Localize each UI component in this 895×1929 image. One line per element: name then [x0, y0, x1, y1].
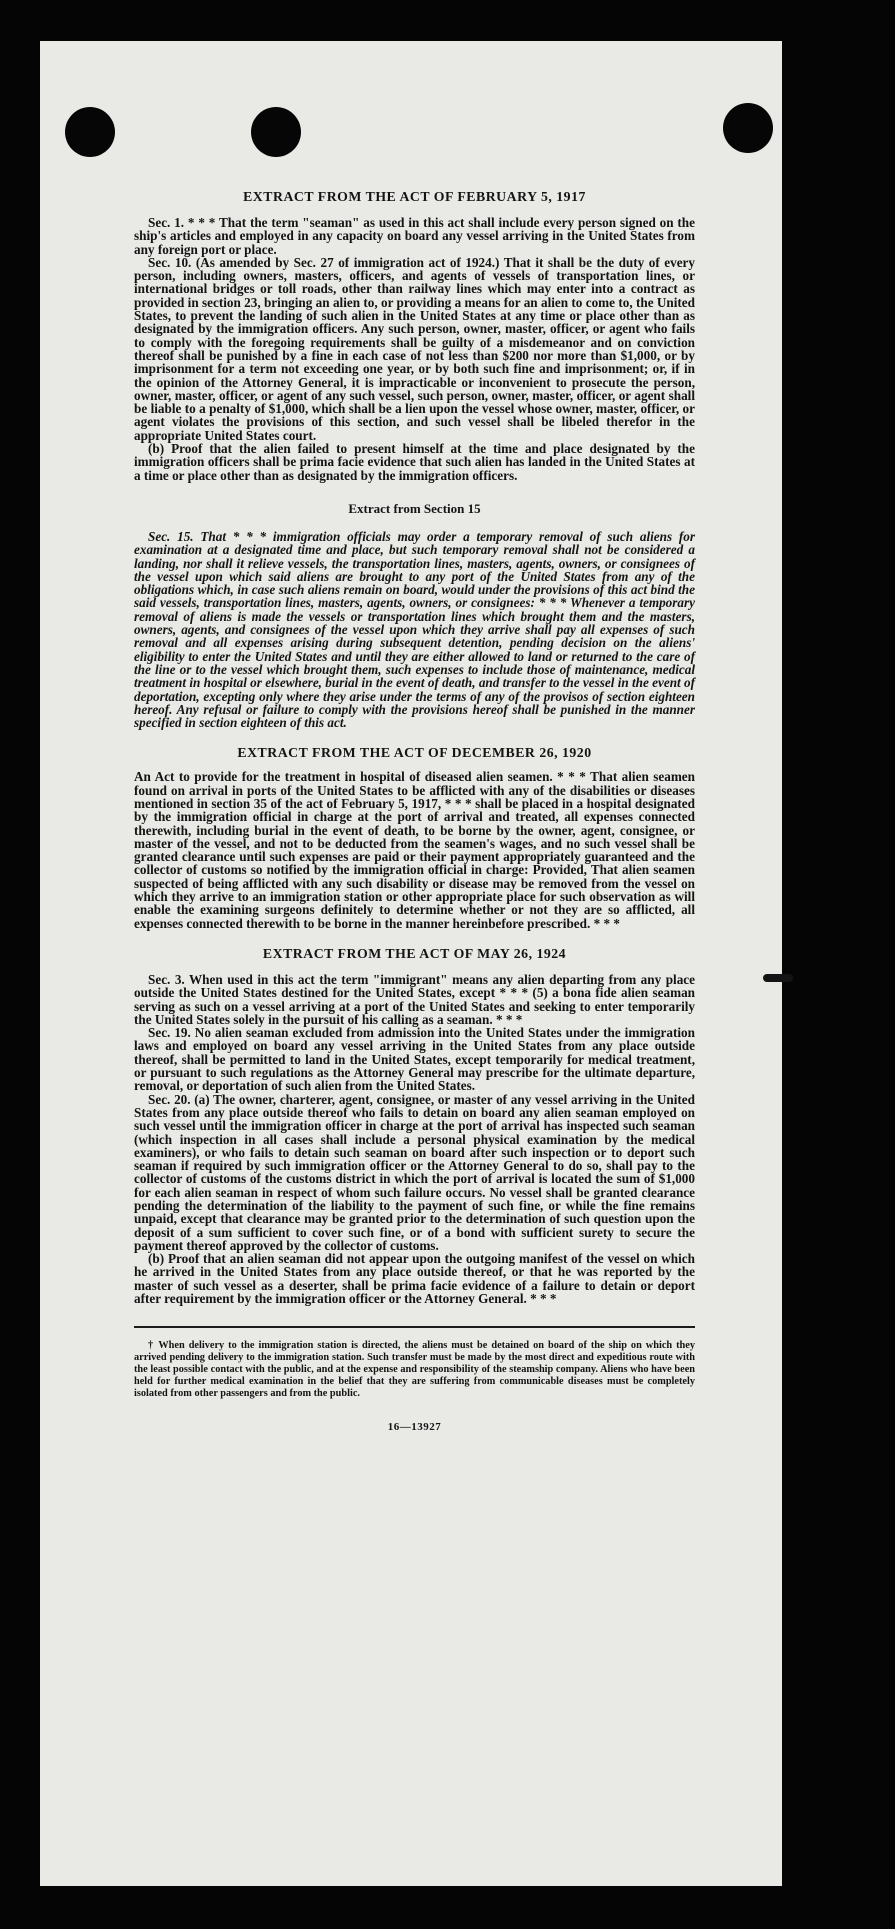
- paragraph: Sec. 15. That * * * immigration officials may order a temporary removal of such aliens for examination at a designated time and place, but such temporary removal shall not be considered a landing, nor shall it relieve vessels, the transportation lines, masters, agents, owners, or consignees of the vessel upon which said aliens are brought to any port of the United States from any of the obligations which, in case such aliens remain on board, would under the provisions of this act bind the said vessels, transportation lines, masters, agents, owners, or consignees: * * * Whenever a temporary removal of aliens is made the vessels or transportation lines which brought them and the masters, owners, agents, and consignees of the vessel upon which they arrive shall pay all expenses of such removal and all expenses arising during subsequent detention, pending decision on the aliens' eligibility to enter the United States and until they are either allowed to land or returned to the care of the line or to the vessel which brought them, such expenses to include those of maintenance, medical treatment in hospital or elsewhere, burial in the event of death, and transfer to the vessel in the event of deportation, excepting only where they arise under the terms of any of the provisos of section eighteen hereof. Any refusal or failure to comply with the provisions hereof shall be punished in the manner specified in section eighteen of this act.: [134, 528, 695, 731]
- section-act-1917: [134, 188, 695, 482]
- paragraph: Sec. 3. When used in this act the term "immigrant" means any alien departing from any place outside the United States destined for the United States, except * * * (5) a bona fide alien seaman serving as such on a vessel arriving at a port of the United States and seeking to enter temporarily the United States solely in the pursuit of his calling as a seaman. * * *: [134, 971, 695, 1027]
- punch-hole: [723, 103, 773, 153]
- section-heading: EXTRACT FROM THE ACT OF MAY 26, 1924: [262, 945, 567, 961]
- binder-clip: [763, 974, 793, 982]
- punch-hole: [251, 107, 301, 157]
- footnote-divider: [134, 1326, 695, 1328]
- paragraph: Sec. 1. * * * That the term "seaman" as used in this act shall include every person signed on the ship's articles and employed in any capacity on board any vessel arriving in the United States from any foreign port or place.: [134, 215, 695, 257]
- document-body: [134, 188, 695, 1433]
- paragraph: An Act to provide for the treatment in hospital of diseased alien seamen. * * * That alien seamen found on arrival in ports of the United States to be afflicted with any of the disabilities or diseases mentioned in section 35 of the act of February 5, 1917, * * * shall be placed in a hospital designated by the immigration official in charge at the port of arrival and treated, all expenses connected therewith, including burial in the event of death, to be borne by the owner, agent, consignee, or master of the vessel, and not to be deducted from the seamen's wages, and no such vessel shall be granted clearance until such expenses are paid or their payment appropriately guaranteed and the collector of customs so notified by the immigration official in charge: Provided, That alien seamen suspected of being afflicted with any such disability or disease may be removed from the vessel on which they arrive to an immigration station or other appropriate place for such observation as will enable the examining surgeons definitely to determine whether or not they are so afflicted, all expenses connected therewith to be borne in the manner hereinbefore prescribed. * * *: [134, 769, 695, 931]
- section-heading: EXTRACT FROM THE ACT OF FEBRUARY 5, 1917: [243, 189, 586, 204]
- section-act-1924: [134, 945, 695, 1305]
- paragraph: Sec. 20. (a) The owner, charterer, agent, consignee, or master of any vessel arriving in the United States from any place outside thereof who fails to detain on board any alien seaman employed on such vessel until the immigration officer in charge at the port of arrival has inspected such seaman (which inspection in all cases shall include a personal physical examination by the medical examiners), or who fails to detain such seaman on board after such inspection or to deport such seaman if required by such immigration officer or the Attorney General to do so, shall pay to the collector of customs of the customs district in which the port of arrival is located the sum of $1,000 for each alien seaman in respect of whom such failure occurs. No vessel shall be granted clearance pending the determination of the liability to the payment of such fine, or while the fine remains unpaid, except that clearance may be granted prior to the determination of such question upon the deposit of a sum sufficient to cover such fine, or of a bond with sufficient surety to secure the payment thereof approved by the collector of customs.: [134, 1091, 695, 1253]
- footnote: † When delivery to the immigration station is directed, the aliens must be detained on board of the ship on which they arrived pending delivery to the immigration station. Such transfer must be made by the most direct and expeditious route with the least possible contact with the public, and at the expense and responsibility of the steamship company. Aliens who have been held for further medical examination in the belief that they are suffering from communicable diseases must be completely isolated from other passengers and from the public.: [134, 1340, 695, 1399]
- document-page: [40, 41, 782, 1886]
- section-act-1920: [134, 744, 695, 930]
- section-subheading: Extract from Section 15: [348, 500, 481, 516]
- paragraph: (b) Proof that the alien failed to present himself at the time and place designated by the immigration officers shall be prima facie evidence that such alien has landed in the United States at a time or place other than as designated by the immigration officers.: [134, 441, 695, 483]
- punch-hole: [65, 107, 115, 157]
- paragraph: Sec. 10. (As amended by Sec. 27 of immigration act of 1924.) That it shall be the duty of every person, including owners, masters, officers, and agents of vessels of transportation lines, or international bridges or toll roads, other than railway lines which may enter into a contract as provided in section 23, bringing an alien to, or providing a means for an alien to come to, the United States, to prevent the landing of such alien in the United States at any time or place other than as designated by the immigration officers. Any such person, owner, master, officer, or agent who fails to comply with the foregoing requirements shall be guilty of a misdemeanor and on conviction thereof shall be punished by a fine in each case of not less than $200 nor more than $1,000, or by imprisonment for a term not exceeding one year, or by both such fine and imprisonment; or, if in the opinion of the Attorney General, it is impracticable or inconvenient to prosecute the person, owner, master, officer, or agent of any such vessel, such person, owner, master, officer, or agent shall be liable to a penalty of $1,000, which shall be a lien upon the vessel whose owner, master, officer, or agent violates the provisions of this section, and such vessel shall be libeled therefor in the appropriate United States court.: [134, 254, 695, 443]
- page-number: 16—13927: [387, 1421, 442, 1434]
- section-heading: EXTRACT FROM THE ACT OF DECEMBER 26, 1920: [237, 745, 592, 761]
- paragraph: (b) Proof that an alien seaman did not appear upon the outgoing manifest of the vessel on which he arrived in the United States from any place outside thereof, or that he was reported by the master of such vessel as a deserter, shall be prima facie evidence of a failure to detain or deport after requirement by the immigration officer or the Attorney General. * * *: [134, 1251, 695, 1307]
- paragraph: Sec. 19. No alien seaman excluded from admission into the United States under the immigration laws and employed on board any vessel arriving in the United States from any place outside thereof, shall be permitted to land in the United States, except temporarily for medical treatment, or pursuant to such regulations as the Attorney General may prescribe for the ultimate departure, removal, or deportation of such alien from the United States.: [134, 1025, 695, 1094]
- section-extract-15: [134, 500, 695, 729]
